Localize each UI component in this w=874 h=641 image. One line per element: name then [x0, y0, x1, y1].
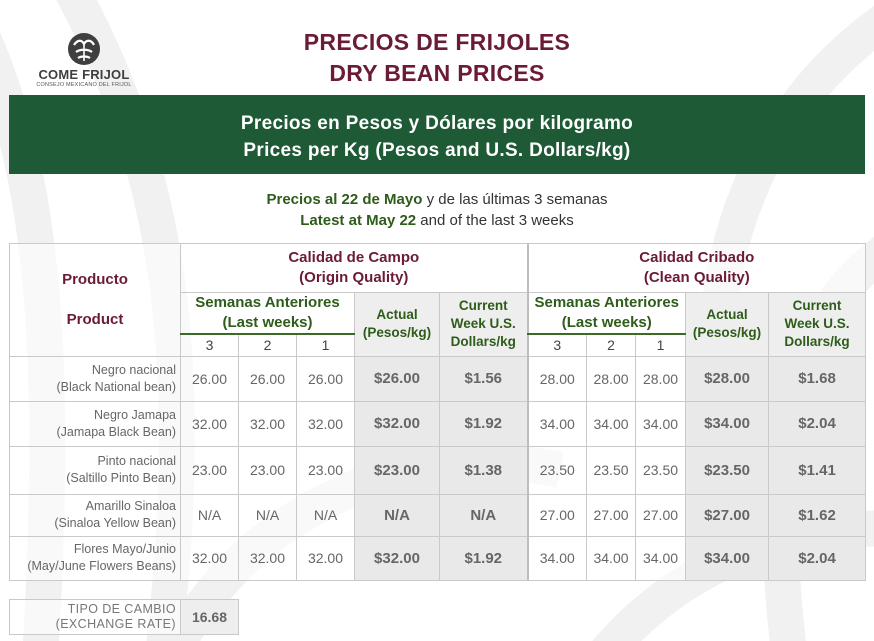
origin-actual-header: [355, 293, 440, 357]
usd-line1: Current: [458, 298, 508, 314]
clean-quality-header: [528, 244, 866, 293]
origin-week2-price: N/A: [239, 494, 297, 536]
brand-name: COME FRIJOL: [38, 67, 130, 82]
table-row: [10, 446, 866, 494]
origin-week2-price: 32.00: [239, 401, 297, 446]
origin-week1-price: 32.00: [297, 401, 355, 446]
origin-quality-english: (Origin Quality): [299, 269, 409, 286]
usd-line1: Current: [792, 298, 842, 314]
clean-usd-header: [769, 293, 866, 357]
origin-usd-price: N/A: [440, 494, 528, 536]
exchange-rate-value: 16.68: [181, 600, 239, 635]
product-name: [10, 494, 181, 536]
clean-week3-price: 34.00: [528, 536, 587, 580]
product-header-english: Product: [66, 310, 124, 328]
origin-actual-price: $26.00: [355, 356, 440, 401]
date-english-bold: Latest at May 22: [300, 212, 417, 229]
origin-quality-header: [181, 244, 528, 293]
actual-line2: (Pesos/kg): [692, 325, 762, 341]
banner-english: Prices per Kg (Pesos and U.S. Dollars/kg): [243, 140, 631, 161]
usd-line2: Week U.S.: [450, 316, 516, 332]
product-name-spanish: Pinto nacional: [97, 454, 176, 468]
product-name-english: (Sinaloa Yellow Bean): [54, 516, 176, 530]
clean-week3-price: 34.00: [528, 401, 587, 446]
origin-usd-price: $1.92: [440, 401, 528, 446]
clean-usd-price: $1.62: [769, 494, 866, 536]
clean-week1-price: 27.00: [636, 494, 686, 536]
date-info-english: [0, 210, 874, 231]
table-row: [10, 536, 866, 580]
clean-week-1: 1: [636, 334, 686, 356]
product-name: [10, 446, 181, 494]
clean-actual-price: $27.00: [686, 494, 769, 536]
clean-week1-price: 34.00: [636, 401, 686, 446]
actual-line1: Actual: [706, 307, 748, 323]
clean-usd-price: $2.04: [769, 536, 866, 580]
origin-usd-price: $1.56: [440, 356, 528, 401]
title-english: DRY BEAN PRICES: [329, 60, 545, 86]
product-name-spanish: Amarillo Sinaloa: [85, 499, 176, 513]
product-name-spanish: Negro Jamapa: [94, 407, 176, 422]
exchange-rate-label-english: (EXCHANGE RATE): [55, 617, 176, 631]
origin-week1-price: N/A: [297, 494, 355, 536]
weeks-english: (Last weeks): [222, 314, 313, 331]
clean-actual-price: $23.50: [686, 446, 769, 494]
origin-week-1: 1: [297, 334, 355, 356]
origin-actual-price: $23.00: [355, 446, 440, 494]
date-info-spanish: [0, 189, 874, 210]
clean-week2-price: 34.00: [587, 536, 636, 580]
clean-week2-price: 23.50: [587, 446, 636, 494]
product-name-spanish: Flores Mayo/Junio: [73, 542, 176, 556]
weeks-english: (Last weeks): [561, 314, 652, 331]
origin-usd-price: $1.92: [440, 536, 528, 580]
exchange-rate-label: [10, 600, 181, 635]
origin-week2-price: 23.00: [239, 446, 297, 494]
product-name: [10, 401, 181, 446]
clean-week3-price: 27.00: [528, 494, 587, 536]
usd-line3: Dollars/kg: [450, 334, 516, 350]
product-column-header: [10, 244, 181, 357]
origin-week1-price: 32.00: [297, 536, 355, 580]
brand-subtitle: CONSEJO MEXICANO DEL FRIJOL: [36, 82, 132, 88]
origin-week1-price: 26.00: [297, 356, 355, 401]
clean-week1-price: 28.00: [636, 356, 686, 401]
clean-actual-price: $34.00: [686, 536, 769, 580]
clean-last-weeks-header: [528, 293, 686, 335]
clean-week-2: 2: [587, 334, 636, 356]
price-unit-banner: [9, 95, 865, 174]
clean-week1-price: 34.00: [636, 536, 686, 580]
clean-usd-price: $1.41: [769, 446, 866, 494]
usd-line2: Week U.S.: [784, 316, 850, 332]
actual-line1: Actual: [376, 307, 418, 323]
clean-quality-english: (Clean Quality): [643, 269, 750, 286]
exchange-rate-label-spanish: TIPO DE CAMBIO: [67, 602, 176, 616]
origin-usd-header: [440, 293, 528, 357]
origin-actual-price: N/A: [355, 494, 440, 536]
origin-week3-price: 32.00: [181, 536, 239, 580]
title-spanish: PRECIOS DE FRIJOLES: [303, 29, 571, 55]
date-spanish-rest: y de las últimas 3 semanas: [422, 191, 608, 208]
clean-quality-spanish: Calidad Cribado: [639, 249, 755, 266]
origin-week3-price: 23.00: [181, 446, 239, 494]
clean-week2-price: 34.00: [587, 401, 636, 446]
origin-week-3: 3: [181, 334, 239, 356]
product-header-spanish: Producto: [62, 270, 128, 288]
product-name-english: (Jamapa Black Bean): [56, 424, 176, 439]
origin-week3-price: N/A: [181, 494, 239, 536]
clean-actual-price: $28.00: [686, 356, 769, 401]
clean-week2-price: 28.00: [587, 356, 636, 401]
product-name-english: (May/June Flowers Beans): [27, 559, 176, 573]
origin-week3-price: 32.00: [181, 401, 239, 446]
page-title: [0, 27, 874, 89]
origin-week2-price: 32.00: [239, 536, 297, 580]
table-row: [10, 401, 866, 446]
date-english-rest: and of the last 3 weeks: [416, 212, 574, 229]
product-name: [10, 356, 181, 401]
origin-week3-price: 26.00: [181, 356, 239, 401]
actual-line2: (Pesos/kg): [362, 325, 432, 341]
origin-week1-price: 23.00: [297, 446, 355, 494]
clean-week2-price: 27.00: [587, 494, 636, 536]
weeks-spanish: Semanas Anteriores: [534, 294, 680, 311]
bean-prices-table: [9, 243, 866, 581]
clean-week3-price: 23.50: [528, 446, 587, 494]
weeks-spanish: Semanas Anteriores: [195, 294, 340, 311]
table-row: [10, 494, 866, 536]
product-name-english: (Black National bean): [56, 379, 176, 394]
product-name-spanish: Negro nacional: [91, 362, 176, 377]
clean-week3-price: 28.00: [528, 356, 587, 401]
origin-actual-price: $32.00: [355, 536, 440, 580]
product-name-english: (Saltillo Pinto Bean): [66, 471, 176, 485]
origin-usd-price: $1.38: [440, 446, 528, 494]
date-spanish-bold: Precios al 22 de Mayo: [266, 191, 423, 208]
origin-week-2: 2: [239, 334, 297, 356]
clean-usd-price: $1.68: [769, 356, 866, 401]
origin-quality-spanish: Calidad de Campo: [288, 249, 420, 266]
clean-week1-price: 23.50: [636, 446, 686, 494]
clean-usd-price: $2.04: [769, 401, 866, 446]
clean-actual-price: $34.00: [686, 401, 769, 446]
origin-actual-price: $32.00: [355, 401, 440, 446]
usd-line3: Dollars/kg: [784, 334, 850, 350]
clean-actual-header: [686, 293, 769, 357]
origin-last-weeks-header: [181, 293, 355, 335]
date-info: [0, 189, 874, 231]
banner-spanish: Precios en Pesos y Dólares por kilogramo: [240, 113, 634, 134]
origin-week2-price: 26.00: [239, 356, 297, 401]
product-name: [10, 536, 181, 580]
exchange-rate-box: [9, 599, 239, 635]
clean-week-3: 3: [528, 334, 587, 356]
table-row: [10, 356, 866, 401]
